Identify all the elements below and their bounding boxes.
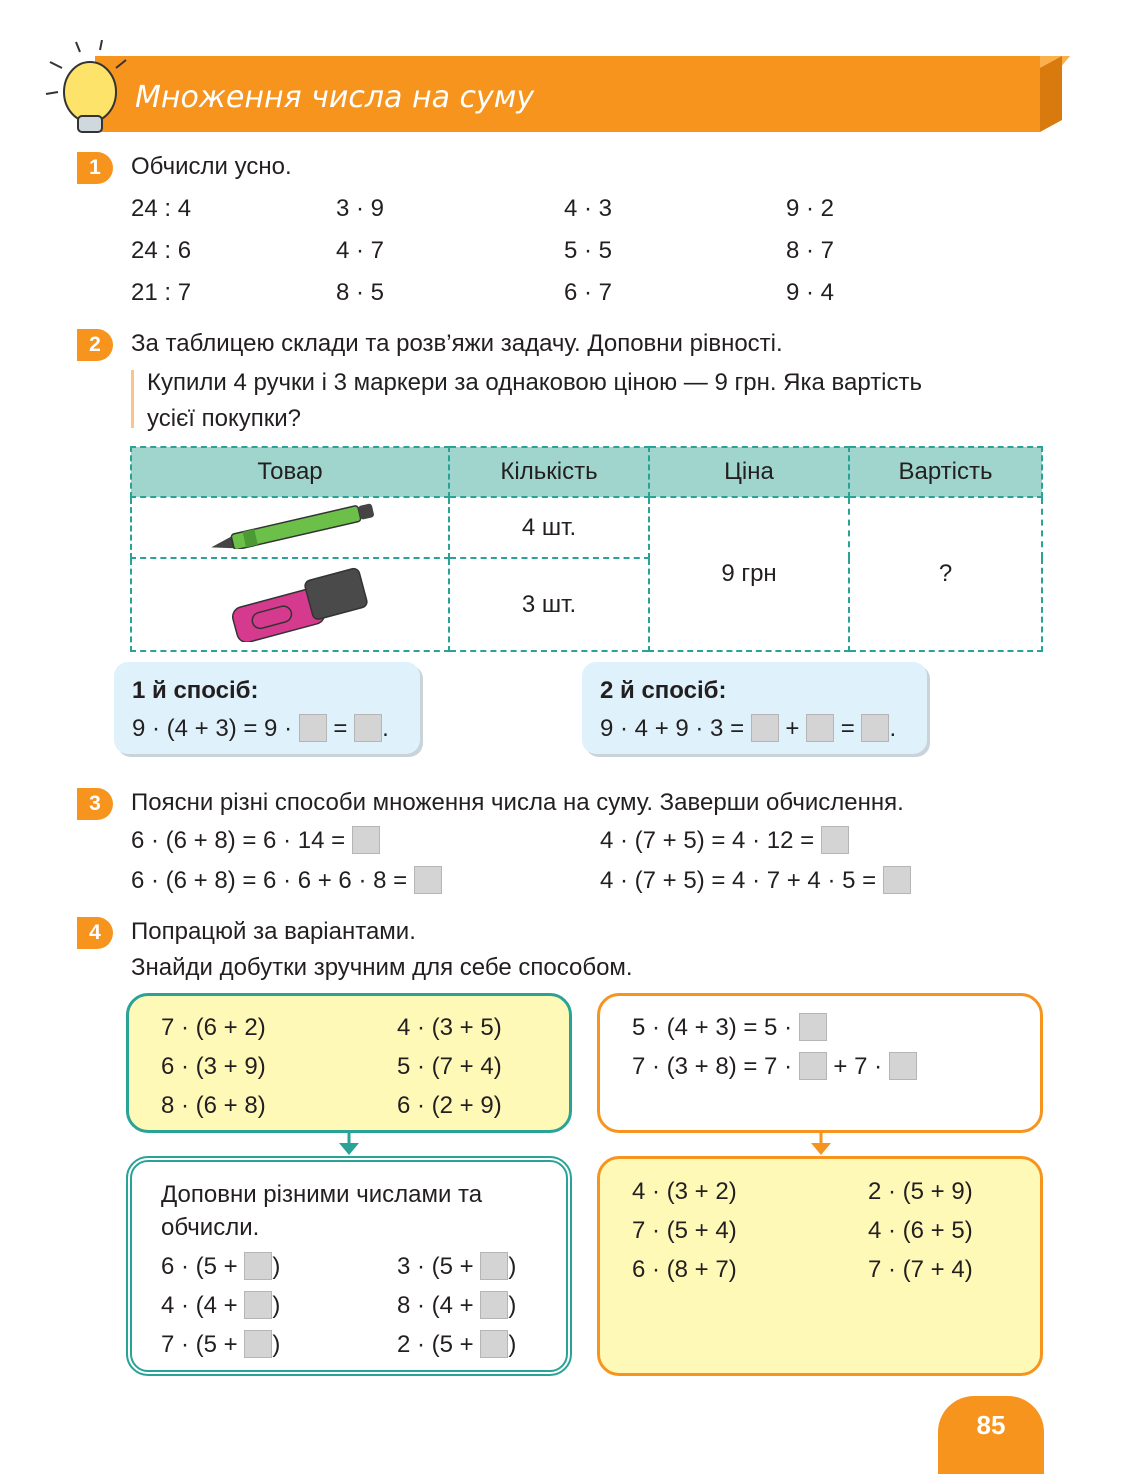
banner-side-face [1040, 56, 1062, 132]
variant2-example-card [597, 993, 1043, 1133]
task3-left-1: 6 · (6 + 8) = 6 · 14 = [131, 826, 380, 856]
page-title: Множення числа на суму [135, 80, 535, 115]
expression: 6 · (8 + 7) [632, 1256, 737, 1283]
task3-right-2: 4 · (7 + 5) = 4 · 7 + 4 · 5 = [600, 866, 911, 896]
answer-box[interactable] [480, 1330, 508, 1358]
example-line-1: 5 · (4 + 3) = 5 · [632, 1013, 827, 1043]
task3-instruction: Поясни різні способи множення числа на суму. Заверши обчислення. [131, 789, 904, 816]
task3-right-1: 4 · (7 + 5) = 4 · 12 = [600, 826, 849, 856]
way1-title: 1 й спосіб: [132, 677, 259, 704]
problem-text-line2: усієї покупки? [147, 405, 302, 432]
table-header-cost: Вартість [849, 447, 1042, 497]
fill-expression: 7 · (5 + ) [161, 1331, 281, 1358]
table-header-quantity: Кількість [449, 447, 649, 497]
problem-text-line1: Купили 4 ручки і 3 маркери за однаковою ціною — 9 грн. Яка вартість [147, 369, 923, 396]
way2-expression: 9 · 4 + 9 · 3 = + = . [600, 715, 897, 742]
arrow-down-icon [337, 1133, 361, 1157]
fill-expression: 8 · (4 + ) [397, 1292, 517, 1319]
price-cell: 9 грн [649, 497, 849, 651]
expression: 2 · (5 + 9) [868, 1178, 973, 1205]
answer-box[interactable] [480, 1291, 508, 1319]
expression: 8 · (6 + 8) [161, 1092, 266, 1119]
card-text-line1: Доповни різними числами та [161, 1181, 483, 1208]
task1-cell: 9 · 4 [786, 279, 835, 306]
task1-cell: 9 · 2 [786, 195, 835, 222]
goods-table [130, 446, 1043, 652]
lightbulb-icon [40, 40, 130, 140]
way1-expression: 9 · (4 + 3) = 9 · = . [132, 715, 389, 742]
answer-box[interactable] [861, 714, 889, 742]
quantity-pens: 4 шт. [449, 497, 649, 558]
task4-instruction-2: Знайди добутки зручним для себе способом. [131, 954, 633, 981]
expression: 4 · (6 + 5) [868, 1217, 973, 1244]
task1-cell: 21 : 7 [131, 279, 192, 306]
problem-bar [131, 370, 134, 428]
fill-expression: 6 · (5 + ) [161, 1253, 281, 1280]
task1-cell: 24 : 4 [131, 195, 192, 222]
expression: 5 · (7 + 4) [397, 1053, 502, 1080]
quantity-markers: 3 шт. [449, 558, 649, 651]
way1-panel [114, 662, 420, 754]
fill-expression: 2 · (5 + ) [397, 1331, 517, 1358]
task1-cell: 6 · 7 [564, 279, 613, 306]
example-line-2: 7 · (3 + 8) = 7 · + 7 · [632, 1052, 917, 1082]
answer-box[interactable] [414, 866, 442, 894]
expression: 6 · (2 + 9) [397, 1092, 502, 1119]
variant1-exercises-card [126, 993, 572, 1133]
answer-box[interactable] [354, 714, 382, 742]
fill-expression: 3 · (5 + ) [397, 1253, 517, 1280]
marker-illustration [190, 560, 390, 642]
way2-title: 2 й спосіб: [600, 677, 727, 704]
fill-expression: 4 · (4 + ) [161, 1292, 281, 1319]
task1-cell: 3 · 9 [336, 195, 385, 222]
expression: 7 · (5 + 4) [632, 1217, 737, 1244]
answer-box[interactable] [480, 1252, 508, 1280]
answer-box[interactable] [821, 826, 849, 854]
pen-cell [131, 497, 449, 558]
arrow-down-icon [809, 1133, 833, 1157]
cost-cell: ? [849, 497, 1042, 651]
answer-box[interactable] [889, 1052, 917, 1080]
task1-cell: 8 · 5 [336, 279, 385, 306]
pen-illustration [190, 499, 390, 549]
answer-box[interactable] [244, 1291, 272, 1319]
expression: 4 · (3 + 5) [397, 1014, 502, 1041]
answer-box[interactable] [244, 1252, 272, 1280]
answer-box[interactable] [883, 866, 911, 894]
task1-cell: 8 · 7 [786, 237, 835, 264]
task1-cell: 4 · 7 [336, 237, 385, 264]
task-number-2: 2 [77, 329, 113, 361]
way2-panel [582, 662, 927, 754]
answer-box[interactable] [799, 1052, 827, 1080]
task1-cell: 4 · 3 [564, 195, 613, 222]
marker-cell [131, 558, 449, 651]
answer-box[interactable] [299, 714, 327, 742]
variant2-exercises-card [597, 1156, 1043, 1376]
answer-box[interactable] [244, 1330, 272, 1358]
card-text-line2: обчисли. [161, 1214, 260, 1241]
answer-box[interactable] [751, 714, 779, 742]
page-number: 85 [938, 1396, 1044, 1474]
answer-box[interactable] [799, 1013, 827, 1041]
task1-cell: 5 · 5 [564, 237, 613, 264]
variant1-fill-card [126, 1156, 572, 1376]
answer-box[interactable] [806, 714, 834, 742]
task-number-1: 1 [77, 152, 113, 184]
task3-left-2: 6 · (6 + 8) = 6 · 6 + 6 · 8 = [131, 866, 442, 896]
task1-instruction: Обчисли усно. [131, 153, 292, 180]
expression: 7 · (6 + 2) [161, 1014, 266, 1041]
table-header-goods: Товар [131, 447, 449, 497]
expression: 7 · (7 + 4) [868, 1256, 973, 1283]
expression: 6 · (3 + 9) [161, 1053, 266, 1080]
task2-instruction: За таблицею склади та розв’яжи задачу. Доповни рівності. [131, 330, 783, 357]
table-header-price: Ціна [649, 447, 849, 497]
task-number-4: 4 [77, 917, 113, 949]
task-number-3: 3 [77, 788, 113, 820]
task4-instruction-1: Попрацюй за варіантами. [131, 918, 416, 945]
expression: 4 · (3 + 2) [632, 1178, 737, 1205]
task1-cell: 24 : 6 [131, 237, 192, 264]
answer-box[interactable] [352, 826, 380, 854]
